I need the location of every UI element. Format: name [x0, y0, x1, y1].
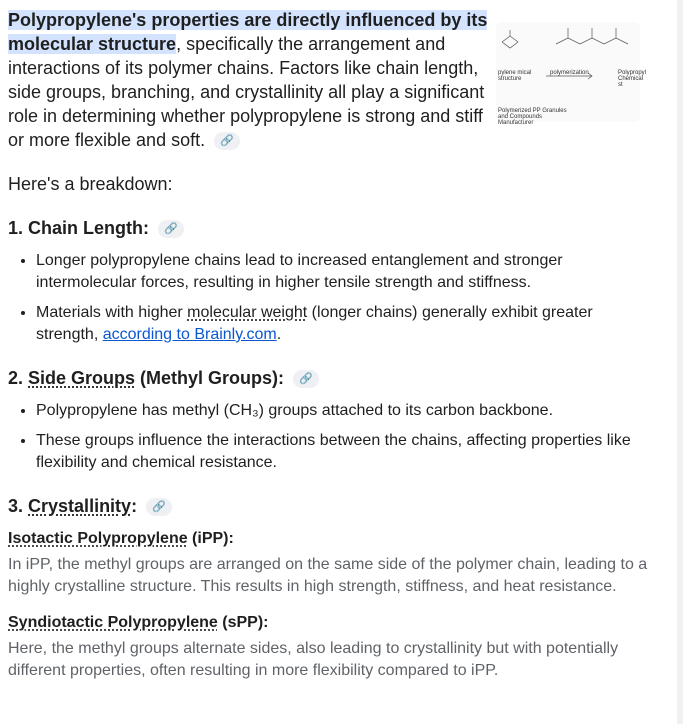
link-icon: 🔗: [220, 135, 234, 148]
isotactic-heading: [8, 528, 648, 550]
scrollbar[interactable]: [677, 0, 683, 724]
source-link-button[interactable]: [158, 220, 184, 238]
section-number: 3.: [8, 496, 24, 516]
list-item: • Longer polypropylene chains lead to increased entanglement and stronger intermolecular forces, resulting in higher tensile strength and stiffness.: [36, 250, 648, 294]
thumb-caption-logo: Polymerized PP Granules and Compounds Manufacturer: [498, 108, 567, 126]
bullet-text: .: [276, 326, 282, 343]
list-item: • Polypropylene has methyl (CH₃) groups attached to its carbon backbone.: [36, 400, 648, 422]
list-item: • These groups influence the interactions between the chains, affecting properties like flexibility and chemical resistance.: [36, 430, 648, 474]
term-isotactic[interactable]: Isotactic Polypropylene: [8, 530, 188, 547]
breakdown-text: Here's a breakdown:: [8, 174, 173, 194]
syndiotactic-heading: [8, 612, 648, 634]
chain-length-list: [8, 250, 648, 346]
intro-rest: , specifically the arrangement and interactions of its polymer chains. Factors like chain length, side groups, branching, and crystallinity all play a significant role in determining whether polypropylene is strong and stiff or more flexible and soft.: [8, 34, 485, 150]
section-title: Chain Length:: [28, 218, 150, 238]
source-link-button[interactable]: [293, 370, 319, 388]
abbr: (iPP):: [187, 530, 234, 547]
bullet-text: Materials with higher: [36, 304, 188, 321]
side-groups-list: [8, 400, 648, 474]
term-syndiotactic[interactable]: Syndiotactic Polypropylene: [8, 614, 218, 631]
term-crystallinity[interactable]: Crystallinity: [28, 496, 132, 516]
section-chain-length-heading: [8, 216, 648, 240]
link-icon: 🔗: [152, 501, 166, 514]
section-number: 2.: [8, 368, 24, 388]
thumb-caption-mid: polymerization: [550, 70, 589, 76]
abbr: (sPP):: [217, 614, 269, 631]
section-side-groups-heading: [8, 366, 648, 390]
source-link-button[interactable]: [214, 132, 240, 150]
section-title: (Methyl Groups):: [135, 368, 285, 388]
thumb-caption-left: pylene mical structure: [498, 70, 532, 82]
section-crystallinity-heading: [8, 494, 648, 518]
section-title: :: [131, 496, 138, 516]
link-icon: 🔗: [299, 373, 313, 386]
term-side-groups[interactable]: Side Groups: [28, 368, 136, 388]
term-molecular-weight[interactable]: molecular weight: [187, 304, 308, 321]
brainly-link[interactable]: according to Brainly.com: [102, 326, 277, 343]
list-item: [36, 302, 648, 346]
isotactic-text: In iPP, the methyl groups are arranged on the same side of the polymer chain, leading to a highly crystalline structure. This results in high strength, stiffness, and heat resistance.: [8, 556, 648, 595]
source-link-button[interactable]: [146, 498, 172, 516]
section-number: 1.: [8, 218, 24, 238]
highlighted-text: Polypropylene's properties are directly influenced by its molecular structure: [8, 10, 488, 54]
link-icon: 🔗: [164, 223, 178, 236]
structure-thumbnail[interactable]: [496, 22, 647, 126]
bullet-text: (longer chains) generally exhibit greater strength,: [36, 304, 593, 343]
syndiotactic-text: Here, the methyl groups alternate sides, also leading to crystallinity but with potentially different properties, often resulting in more flexibility compared to iPP.: [8, 640, 619, 679]
thumb-caption-right: Polypropyl Chemical st: [618, 70, 647, 88]
